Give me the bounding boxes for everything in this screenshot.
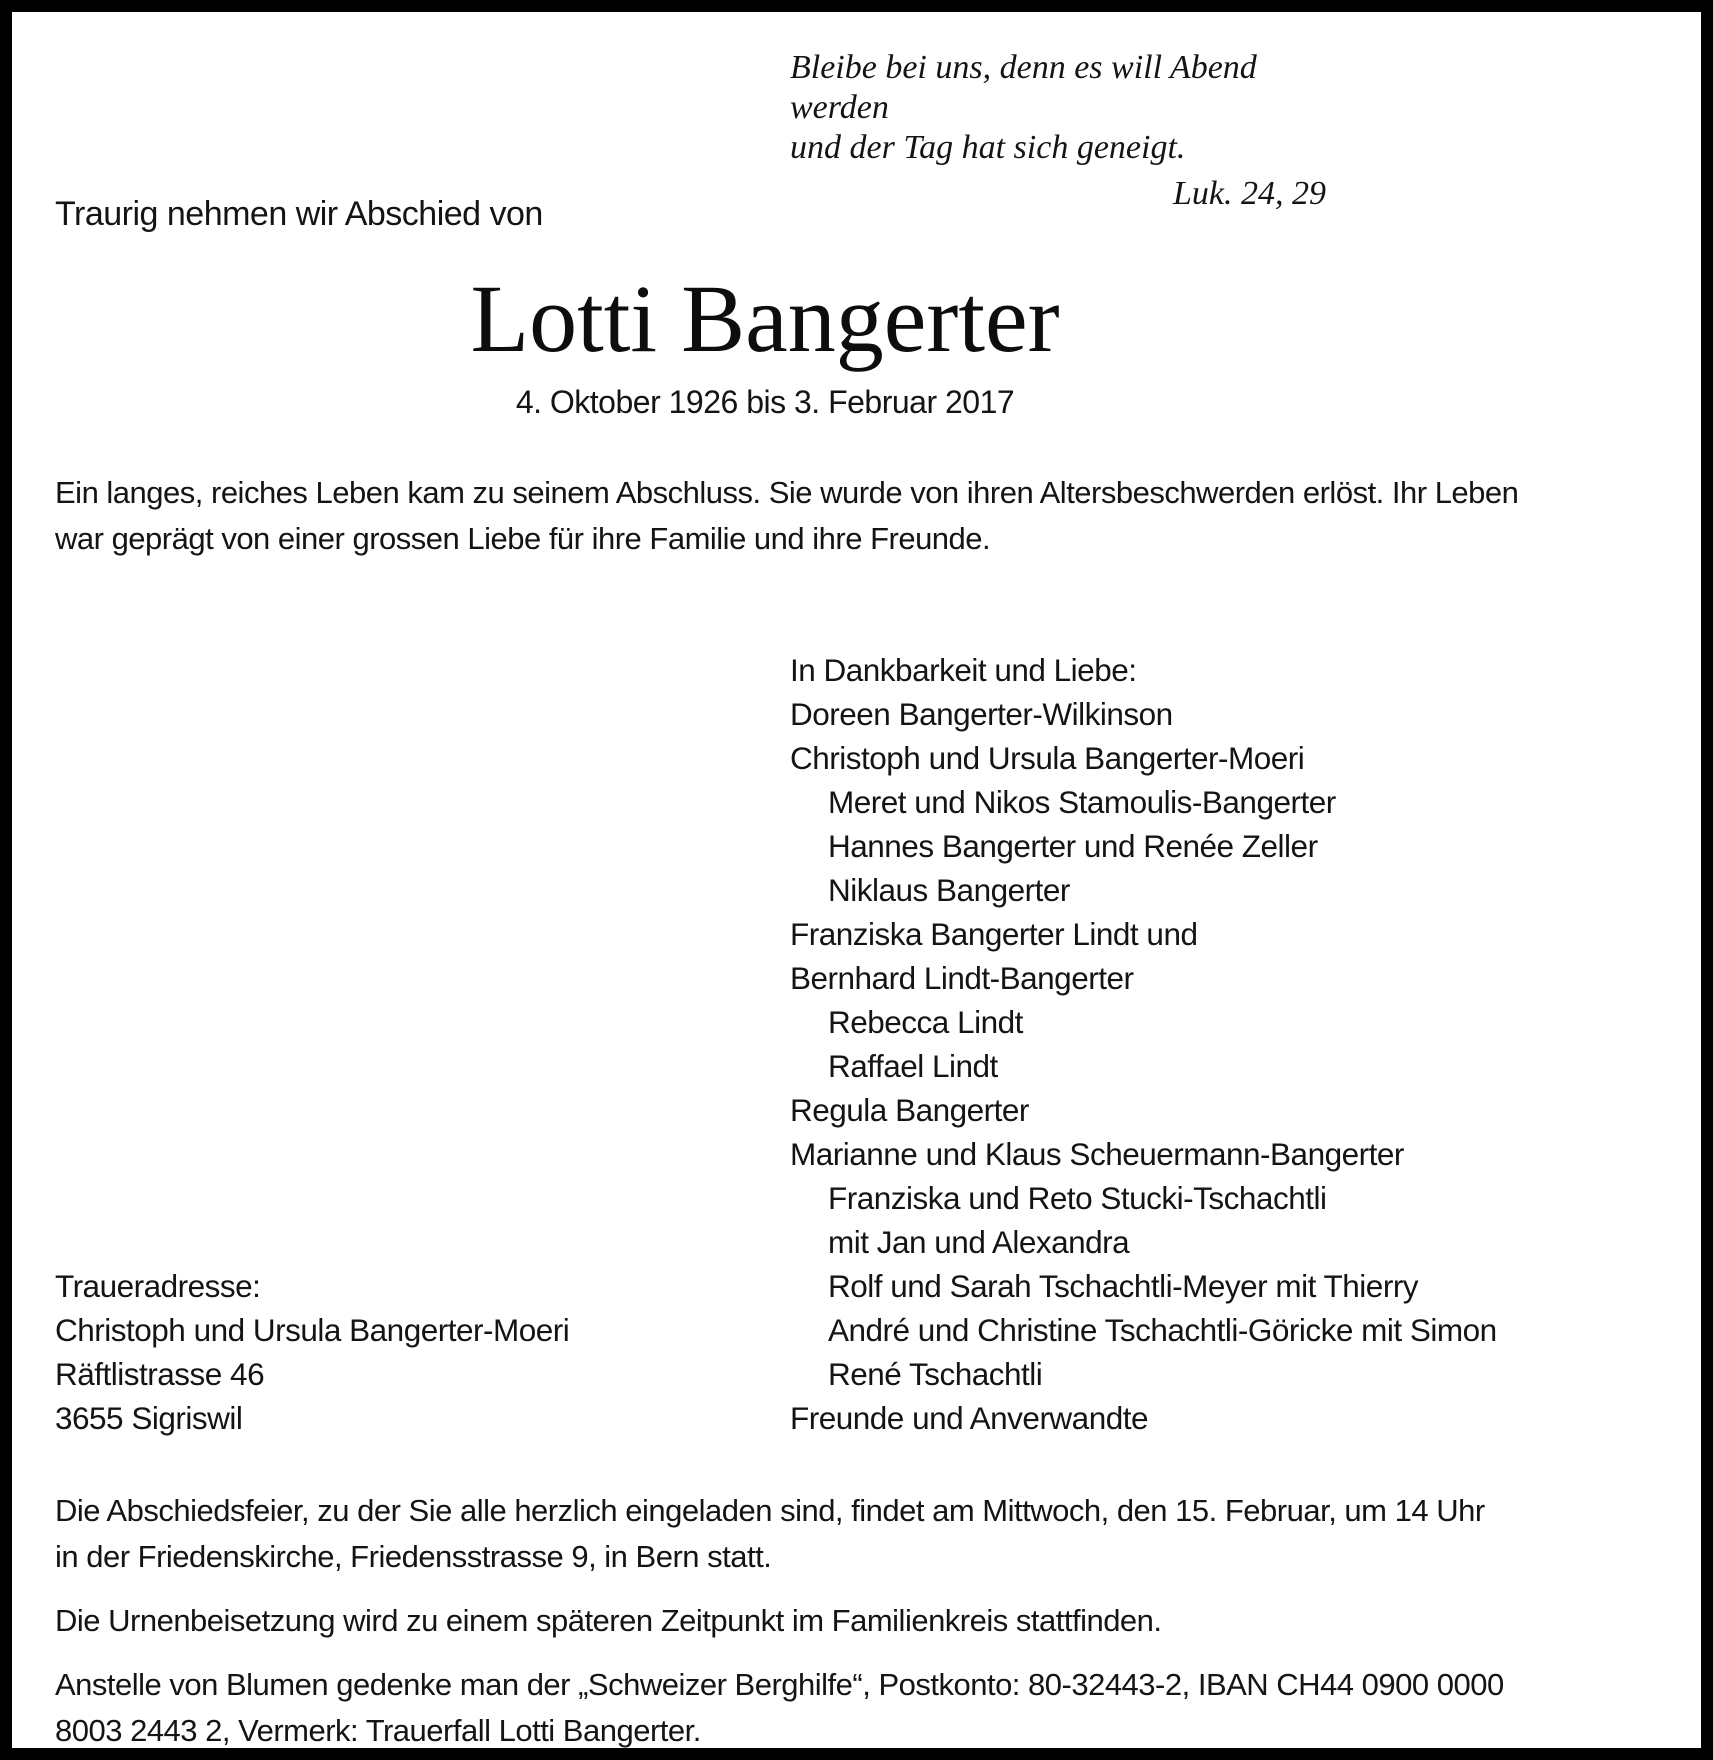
- title-block: [55, 264, 1475, 421]
- mourner-entry: Hannes Bangerter und Renée Zeller: [828, 828, 1318, 864]
- mourner-entry: Regula Bangerter: [790, 1092, 1029, 1128]
- mourners-heading: In Dankbarkeit und Liebe:: [790, 652, 1137, 688]
- mourning-address-label: Traueradresse:: [55, 1268, 261, 1304]
- mourning-address-line: Räftlistrasse 46: [55, 1356, 265, 1392]
- mourner-entry: René Tschachtli: [828, 1356, 1043, 1392]
- service-paragraph: [55, 1488, 1485, 1580]
- burial-line: Die Urnenbeisetzung wird zu einem späteren Zeitpunkt im Familienkreis stattfinden.: [55, 1603, 1162, 1638]
- mourning-address-line: 3655 Sigriswil: [55, 1400, 243, 1436]
- quote-attribution: Luk. 24, 29: [1173, 175, 1326, 212]
- mourner-entry: Rolf und Sarah Tschachtli-Meyer mit Thierry: [828, 1268, 1419, 1304]
- mourner-entry: Christoph und Ursula Bangerter-Moeri: [790, 740, 1305, 776]
- obituary-paragraph: [55, 470, 1518, 562]
- deceased-name: Lotti Bangerter: [470, 265, 1060, 372]
- donation-line-1: Anstelle von Blumen gedenke man der „Schweizer Berghilfe“, Postkonto: 80-32443-2, IBAN CH44 0900 0000: [55, 1667, 1504, 1702]
- mourner-entry: Doreen Bangerter-Wilkinson: [790, 696, 1173, 732]
- deceased-dates: 4. Oktober 1926 bis 3. Februar 2017: [515, 384, 1015, 421]
- service-line-2: in der Friedenskirche, Friedensstrasse 9, in Bern statt.: [55, 1539, 772, 1574]
- obituary-line-2: war geprägt von einer grossen Liebe für ihre Familie und ihre Freunde.: [55, 521, 991, 556]
- service-line-1: Die Abschiedsfeier, zu der Sie alle herzlich eingeladen sind, findet am Mittwoch, den 15. Februar, um 14 Uhr: [55, 1493, 1485, 1528]
- mourner-entry: Rebecca Lindt: [828, 1004, 1023, 1040]
- mourner-entry: Franziska Bangerter Lindt und: [790, 916, 1198, 952]
- intro-line: Traurig nehmen wir Abschied von: [55, 195, 543, 233]
- donation-line-2: 8003 2443 2, Vermerk: Trauerfall Lotti Bangerter.: [55, 1713, 701, 1748]
- mourner-entry: Raffael Lindt: [828, 1048, 998, 1084]
- obituary-line-1: Ein langes, reiches Leben kam zu seinem Abschluss. Sie wurde von ihren Altersbeschwerden erlöst. Ihr Leben: [55, 475, 1519, 510]
- mourner-entry: Bernhard Lindt-Bangerter: [790, 960, 1134, 996]
- mourner-entry: Marianne und Klaus Scheuermann-Bangerter: [790, 1136, 1404, 1172]
- burial-paragraph: [55, 1598, 1162, 1644]
- mourners-list: [790, 648, 1497, 1440]
- mourner-entry: Franziska und Reto Stucki-Tschachtli: [828, 1180, 1327, 1216]
- mourner-entry: Freunde und Anverwandte: [790, 1400, 1149, 1436]
- donation-paragraph: [55, 1662, 1504, 1754]
- quote-line-2: und der Tag hat sich geneigt.: [790, 129, 1186, 166]
- mourning-address-line: Christoph und Ursula Bangerter-Moeri: [55, 1312, 570, 1348]
- mourner-entry: Niklaus Bangerter: [828, 872, 1070, 908]
- mourning-address: [55, 1264, 569, 1440]
- mourner-entry: André und Christine Tschachtli-Göricke mit Simon: [828, 1312, 1497, 1348]
- mourner-entry: mit Jan und Alexandra: [828, 1224, 1130, 1260]
- quote-line-1: Bleibe bei uns, denn es will Abend werden: [790, 49, 1257, 126]
- mourner-entry: Meret und Nikos Stamoulis-Bangerter: [828, 784, 1336, 820]
- bible-quote: [790, 48, 1330, 214]
